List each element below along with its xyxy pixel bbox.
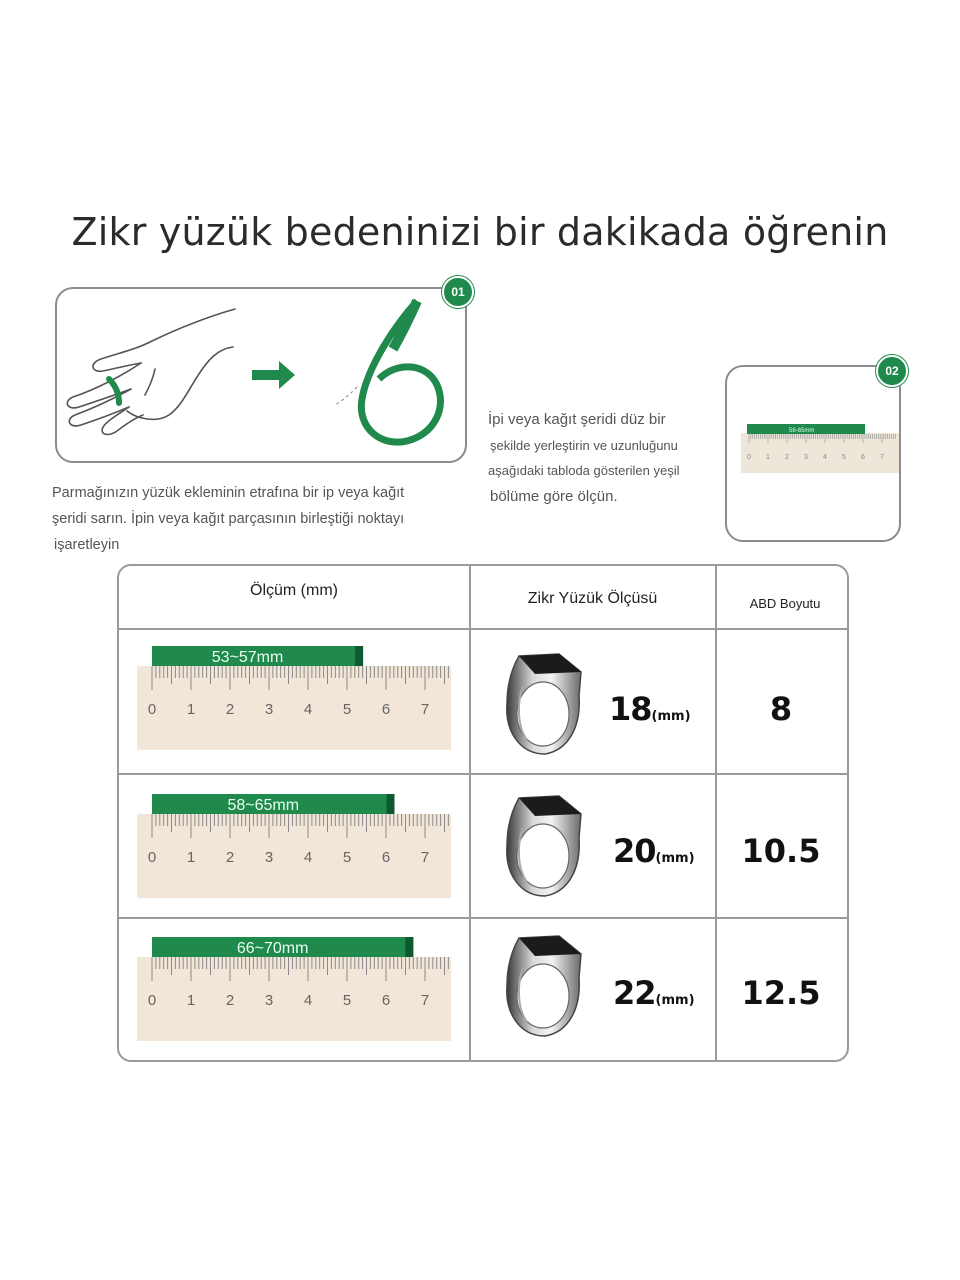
mini-ruler-tick-label: 3 (804, 454, 808, 461)
ruler-tick-label: 1 (186, 992, 196, 1009)
measurement-bar-end (355, 646, 363, 666)
ruler-tick-label: 2 (225, 992, 235, 1009)
ruler-tick-label: 0 (147, 701, 157, 718)
arrow-right-icon (252, 361, 295, 389)
mini-ruler-tick-label: 7 (880, 454, 884, 461)
ruler-row-2 (137, 794, 453, 900)
step1-badge: 01 (442, 276, 474, 308)
ruler-tick-label: 2 (225, 701, 235, 718)
measurement-range-label: 53~57mm (211, 649, 284, 666)
mini-ruler-tick-label: 2 (785, 454, 789, 461)
mini-ruler-tick-label: 4 (823, 454, 827, 461)
step2-text-line: bölüme göre ölçün. (490, 488, 618, 505)
header-ring-size: Zikr Yüzük Ölçüsü (527, 590, 658, 607)
ruler-tick-label: 0 (147, 992, 157, 1009)
ruler-row-1 (137, 646, 453, 752)
step1-text-line: işaretleyin (54, 537, 120, 553)
step1-text-line: Parmağınızın yüzük ekleminin etrafına bir ip veya kağıt (52, 485, 405, 501)
ruler-tick-label: 0 (147, 849, 157, 866)
paper-strip-loop-icon (335, 301, 440, 442)
ruler-tick-label: 3 (264, 701, 274, 718)
us-size-value: 10.5 (741, 832, 821, 870)
ring-icon (499, 928, 589, 1040)
page-title: Zikr yüzük bedeninizi bir dakikada öğrenin (71, 210, 889, 254)
ruler-tick-label: 5 (342, 701, 352, 718)
ring-size-value: 20(mm) (613, 832, 695, 870)
ruler-body (137, 666, 451, 750)
ruler-tick-label: 3 (264, 849, 274, 866)
ruler-tick-label: 6 (381, 701, 391, 718)
step1-instructions (52, 480, 472, 558)
hand-wrap-illustration (57, 289, 465, 461)
step2-ruler-label: 58-65mm (789, 428, 815, 434)
ruler-body (137, 814, 451, 898)
ruler-tick-label: 5 (342, 992, 352, 1009)
step2-ruler-illustration (727, 367, 899, 540)
ruler-tick-label: 1 (186, 849, 196, 866)
measurement-range-label: 66~70mm (236, 940, 309, 957)
mini-ruler-tick-label: 0 (747, 454, 751, 461)
ruler-tick-label: 7 (420, 992, 430, 1009)
ruler-row-3 (137, 937, 453, 1043)
header-us-size: ABD Boyutu (749, 596, 821, 611)
ruler-tick-label: 7 (420, 701, 430, 718)
step2-instructions (488, 406, 718, 510)
us-size-value: 12.5 (741, 974, 821, 1012)
mini-ruler-tick-label: 1 (766, 454, 770, 461)
measurement-bar-end (405, 937, 413, 957)
step2-illustration-panel (725, 365, 901, 542)
step2-badge: 02 (876, 355, 908, 387)
ring-icon (499, 788, 589, 900)
ring-size-value: 18(mm) (609, 690, 691, 728)
step2-text-line: İpi veya kağıt şeridi düz bir (488, 411, 666, 428)
ruler-tick-label: 1 (186, 701, 196, 718)
ruler-body (137, 957, 451, 1041)
ruler-tick-label: 7 (420, 849, 430, 866)
ruler-tick-label: 5 (342, 849, 352, 866)
size-table (117, 564, 849, 1062)
ruler-tick-label: 6 (381, 849, 391, 866)
ring-size-value: 22(mm) (613, 974, 695, 1012)
step1-illustration-panel (55, 287, 467, 463)
us-size-value: 8 (769, 690, 793, 728)
measurement-range-label: 58~65mm (227, 797, 300, 814)
ruler-tick-label: 4 (303, 849, 313, 866)
mini-ruler-tick-label: 5 (842, 454, 846, 461)
ruler-tick-label: 4 (303, 992, 313, 1009)
measurement-bar-end (386, 794, 394, 814)
ruler-tick-label: 2 (225, 849, 235, 866)
step1-text-line: şeridi sarın. İpin veya kağıt parçasının birleştiği noktayı (52, 511, 405, 527)
header-measure: Ölçüm (mm) (250, 582, 338, 599)
ruler-tick-label: 6 (381, 992, 391, 1009)
mini-ruler-tick-label: 6 (861, 454, 865, 461)
step2-text-line: aşağıdaki tabloda gösterilen yeşil (488, 463, 680, 478)
ring-icon (499, 646, 589, 758)
ruler-tick-label: 3 (264, 992, 274, 1009)
ruler-tick-label: 4 (303, 701, 313, 718)
step2-text-line: şekilde yerleştirin ve uzunluğunu (490, 438, 678, 453)
